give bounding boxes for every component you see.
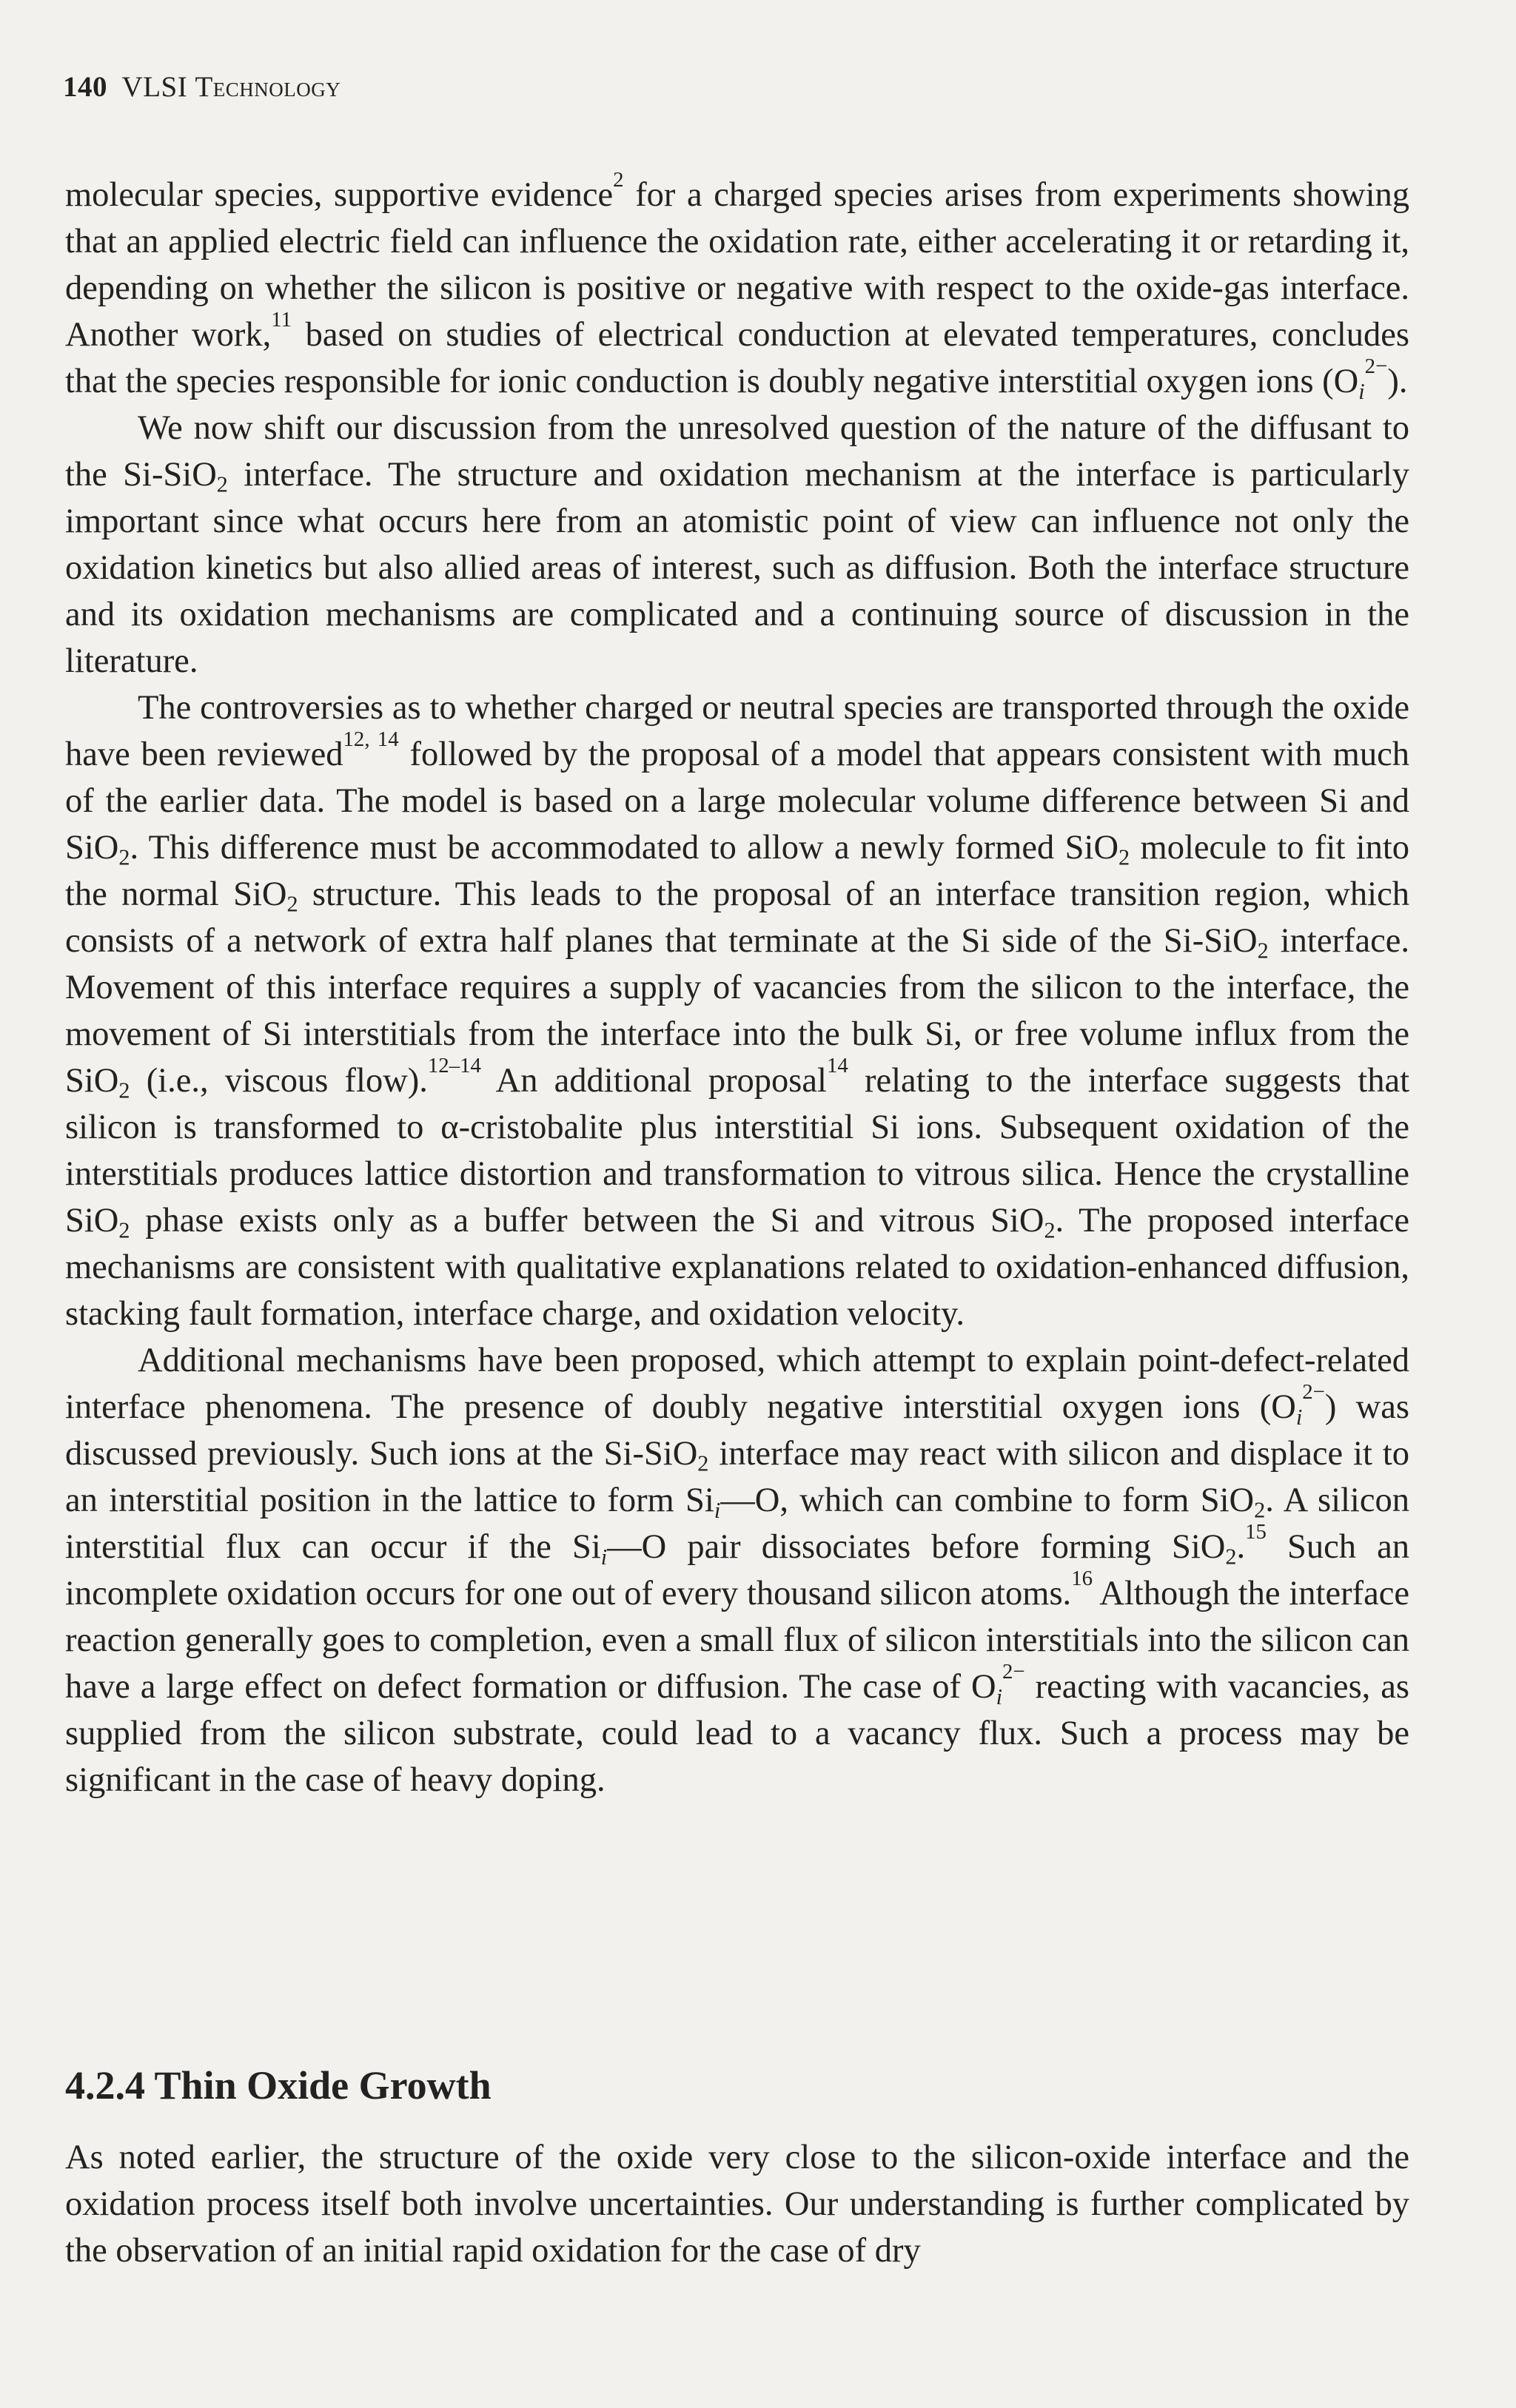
paragraph-2: We now shift our discussion from the unresolved question of the nature of the diffusant to the Si-SiO$_2$ interface. The structure and oxidation mechanism at the interface is particularly important since what occurs here from an atomistic point of view can influence not only the oxidation kinetics but also allied areas of interest, such as diffusion. Both the interface structure and its oxidation mechanisms are complicated and a continuing source of discussion in the literature. [65, 409, 1409, 680]
citation: 15 [1245, 1520, 1267, 1544]
citation: 11 [271, 308, 292, 332]
oxygen-ion: $Oi^{2-}$ [971, 1660, 1025, 1710]
paragraph-5: As noted earlier, the structure of the oxide very close to the silicon-oxide interface and the oxidation process itself both involve uncertainties. Our understanding is further complicated by the observation of an initial rapid oxidation for the case of dry [65, 2139, 1409, 2270]
paragraph-4: Additional mechanisms have been proposed, which attempt to explain point-defect-related interface phenomena. The presence of doubly negative interstitial oxygen ions $(Oi^{2-})$ was discussed previously. Such ions at the Si-SiO$_2$ interface may react with silicon and displace it to an interstitial position in the lattice to form Sii—O, which can combine to form SiO$_2$. A silicon interstitial flux can occur if the Sii—O pair dissociates before forming SiO$_2$.$^{15}$ Such an incomplete oxidation occurs for one out of every thousand silicon atoms.$^{16}$ Although the interface reaction generally goes to completion, even a small flux of silicon interstitials into the silicon can have a large effect on defect formation or diffusion. The case of $Oi^{2-}$ reacting with vacancies, as supplied from the silicon substrate, could lead to a vacancy flux. Such a process may be significant in the case of heavy doping. [65, 1342, 1410, 1799]
oxygen-ion: $Oi^{2-}$ [1333, 354, 1388, 405]
citation: 14 [826, 1054, 848, 1078]
book-title-prefix: VLSI [121, 71, 188, 103]
citation: 2 [613, 168, 624, 192]
citation: 16 [1071, 1567, 1093, 1591]
oxygen-ion: $Oi^{2-}$ [1271, 1380, 1325, 1430]
citation: 12–14 [427, 1054, 481, 1078]
book-title: Technology [195, 71, 341, 103]
section-body [65, 2134, 1409, 2274]
paragraph-1: molecular species, supportive evidence$^2$ for a charged species arises from experiments showing that an applied electric field can influence the oxidation rate, either accelerating it or retarding it, depending on whether the silicon is positive or negative with respect to the oxide-gas interface. Another work,$^{11}$ based on studies of electrical conduction at elevated temperatures, concludes that the species responsible for ionic conduction is doubly negative interstitial oxygen ions $(Oi^{2-})$. [65, 168, 1409, 405]
citation: 12, 14 [343, 727, 399, 752]
section-heading: 4.2.4 Thin Oxide Growth [65, 2063, 492, 2108]
paragraph-3: The controversies as to whether charged or neutral species are transported through the oxide have been reviewed$^{12, 14}$ followed by the proposal of a model that appears consistent with much of the earlier data. The model is based on a large molecular volume difference between Si and SiO$_2$. This difference must be accommodated to allow a newly formed SiO$_2$ molecule to fit into the normal SiO$_2$ structure. This leads to the proposal of an interface transition region, which consists of a network of extra half planes that terminate at the Si side of the Si-SiO$_2$ interface. Movement of this interface requires a supply of vacancies from the silicon to the interface, the movement of Si interstitials from the interface into the bulk Si, or free volume influx from the SiO$_2$ (i.e., viscous flow).$^{12-14}$ An additional proposal$^{14}$ relating to the interface suggests that silicon is transformed to α-cristobalite plus interstitial Si ions. Subsequent oxidation of the interstitials produces lattice distortion and transformation to vitrous silica. Hence the crystalline SiO$_2$ phase exists only as a buffer between the Si and vitrous SiO$_2$. The proposed interface mechanisms are consistent with qualitative explanations related to oxidation-enhanced diffusion, stacking fault formation, interface charge, and oxidation velocity. [65, 689, 1410, 1333]
running-head [63, 70, 341, 104]
page-number: 140 [63, 71, 107, 103]
body-text [65, 168, 1410, 1803]
